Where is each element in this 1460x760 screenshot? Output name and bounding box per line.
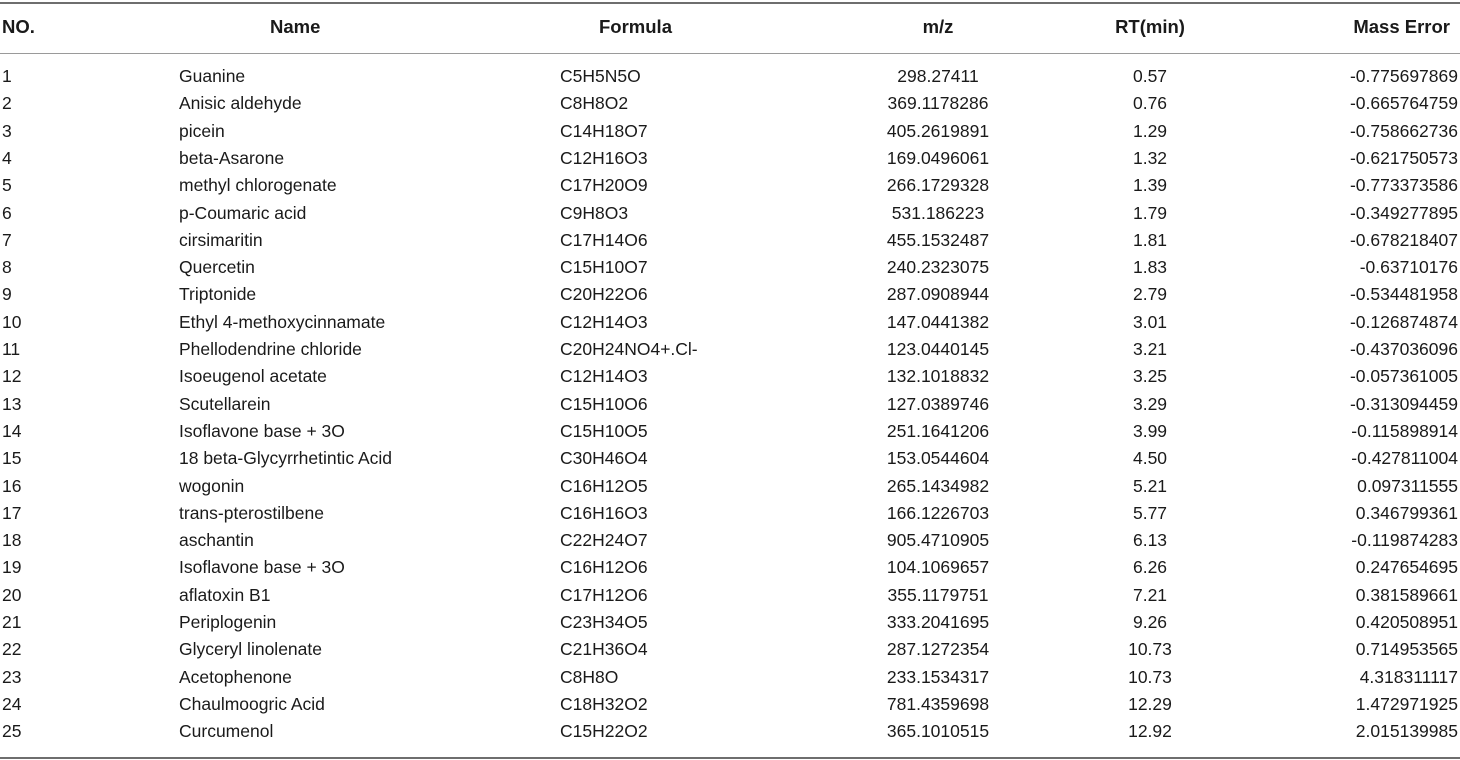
cell-mz: 355.1179751: [887, 584, 989, 605]
cell-formula: C22H24O7: [560, 530, 648, 551]
table-top-rule: [0, 2, 1460, 4]
cell-no: 9: [2, 284, 12, 305]
cell-formula: C5H5N5O: [560, 66, 641, 86]
cell-rt: 1.39: [1132, 175, 1168, 196]
cell-mz: 298.27411: [897, 66, 979, 86]
table-row: [0, 309, 1460, 336]
cell-rt: 9.26: [1132, 612, 1168, 632]
table-row: [0, 691, 1460, 718]
cell-mass-error: 2.015139985: [1355, 721, 1458, 742]
cell-no: 5: [2, 175, 12, 196]
cell-no: 1: [2, 66, 12, 86]
cell-mz: 132.1018832: [886, 366, 990, 387]
cell-mz: 233.1534317: [886, 666, 990, 687]
cell-rt: 1.81: [1132, 229, 1168, 250]
header-formula: Formula: [599, 16, 672, 37]
cell-name: Curcumenol: [179, 721, 274, 742]
cell-mz: 781.4359698: [886, 693, 990, 714]
cell-mz: 147.0441382: [886, 311, 990, 332]
cell-rt: 12.29: [1128, 693, 1172, 714]
table-row: [0, 554, 1460, 581]
cell-no: 3: [2, 120, 12, 141]
cell-mz: 266.1729328: [886, 175, 990, 196]
cell-formula: C15H22O2: [560, 721, 648, 742]
table-row: [0, 527, 1460, 554]
cell-formula: C12H16O3: [560, 147, 648, 168]
cell-mass-error: 0.420508951: [1355, 612, 1458, 632]
table-row: [0, 145, 1460, 172]
table-row: [0, 90, 1460, 117]
cell-name: Ethyl 4-methoxycinnamate: [179, 311, 386, 332]
cell-name: Anisic aldehyde: [179, 93, 302, 114]
cell-name: picein: [179, 120, 225, 141]
cell-formula: C23H34O5: [560, 612, 648, 632]
table-bottom-rule: [0, 757, 1460, 759]
cell-no: 25: [2, 721, 22, 742]
cell-mass-error: -0.349277895: [1349, 202, 1458, 223]
cell-mass-error: -0.678218407: [1349, 229, 1458, 250]
cell-mz: 531.186223: [891, 202, 985, 223]
cell-formula: C20H24NO4+.Cl-: [560, 339, 698, 359]
cell-name: Isoflavone base + 3O: [179, 557, 345, 578]
table-row: [0, 281, 1460, 308]
cell-rt: 1.32: [1132, 147, 1168, 168]
header-rt: RT(min): [1115, 16, 1185, 37]
table-row: [0, 718, 1460, 745]
cell-no: 15: [2, 448, 22, 469]
cell-name: methyl chlorogenate: [179, 175, 337, 196]
cell-rt: 3.99: [1132, 420, 1168, 441]
cell-name: Scutellarein: [179, 393, 271, 414]
cell-mz: 123.0440145: [886, 339, 990, 359]
cell-mz: 153.0544604: [886, 448, 990, 469]
cell-rt: 2.79: [1132, 284, 1168, 305]
cell-rt: 3.29: [1132, 393, 1168, 414]
cell-mass-error: 0.247654695: [1355, 557, 1458, 578]
cell-mass-error: -0.775697869: [1349, 66, 1458, 86]
cell-name: Isoeugenol acetate: [179, 366, 327, 387]
cell-mass-error: -0.758662736: [1349, 120, 1458, 141]
cell-mass-error: 0.346799361: [1355, 502, 1458, 523]
cell-mz: 240.2323075: [886, 257, 990, 278]
cell-rt: 5.21: [1132, 475, 1168, 496]
cell-rt: 1.79: [1132, 202, 1168, 223]
cell-no: 11: [2, 339, 21, 359]
cell-mass-error: -0.437036096: [1349, 339, 1458, 359]
cell-name: Guanine: [179, 66, 246, 86]
cell-rt: 4.50: [1132, 448, 1168, 469]
cell-formula: C18H32O2: [560, 693, 648, 714]
table-row: [0, 363, 1460, 390]
cell-no: 10: [2, 311, 22, 332]
cell-mass-error: -0.115898914: [1351, 420, 1458, 441]
cell-mz: 127.0389746: [886, 393, 990, 414]
cell-formula: C9H8O3: [560, 202, 629, 223]
cell-no: 7: [2, 229, 12, 250]
table-row: [0, 473, 1460, 500]
table-row: [0, 200, 1460, 227]
cell-formula: C8H8O2: [560, 93, 629, 114]
cell-formula: C17H14O6: [560, 229, 648, 250]
cell-formula: C16H12O5: [560, 475, 648, 496]
cell-mz: 405.2619891: [886, 120, 990, 141]
cell-mz: 905.4710905: [886, 530, 990, 551]
cell-name: beta-Asarone: [179, 147, 285, 168]
header-mz: m/z: [922, 16, 954, 37]
cell-name: cirsimaritin: [179, 229, 263, 250]
cell-rt: 5.77: [1132, 502, 1168, 523]
table-row: [0, 391, 1460, 418]
cell-no: 2: [2, 93, 12, 114]
cell-no: 14: [2, 420, 22, 441]
cell-name: aflatoxin B1: [179, 584, 271, 605]
cell-mass-error: -0.665764759: [1349, 93, 1458, 114]
cell-formula: C20H22O6: [560, 284, 648, 305]
cell-formula: C16H12O6: [560, 557, 648, 578]
cell-name: Phellodendrine chloride: [179, 339, 362, 359]
cell-mz: 287.1272354: [886, 639, 990, 660]
table-row: [0, 664, 1460, 691]
cell-mz: 104.1069657: [886, 557, 990, 578]
cell-formula: C16H16O3: [560, 502, 648, 523]
cell-formula: C17H12O6: [560, 584, 648, 605]
cell-no: 8: [2, 257, 12, 278]
cell-rt: 10.73: [1128, 639, 1172, 660]
table-row: [0, 118, 1460, 145]
cell-name: p-Coumaric acid: [179, 202, 307, 223]
cell-no: 13: [2, 393, 22, 414]
cell-mz: 365.1010515: [886, 721, 990, 742]
cell-formula: C12H14O3: [560, 311, 648, 332]
cell-mass-error: 0.097311555: [1357, 475, 1458, 496]
cell-no: 24: [2, 693, 22, 714]
cell-mass-error: -0.057361005: [1349, 366, 1458, 387]
cell-name: Acetophenone: [179, 666, 292, 687]
cell-no: 19: [2, 557, 22, 578]
table-row: [0, 445, 1460, 472]
table-row: [0, 609, 1460, 636]
cell-rt: 0.76: [1132, 93, 1168, 114]
table-row: [0, 500, 1460, 527]
cell-name: trans-pterostilbene: [179, 502, 324, 523]
cell-formula: C30H46O4: [560, 448, 648, 469]
cell-mass-error: 0.381589661: [1355, 584, 1458, 605]
cell-formula: C17H20O9: [560, 175, 648, 196]
cell-rt: 10.73: [1128, 666, 1172, 687]
table-row: [0, 336, 1460, 363]
cell-mz: 333.2041695: [886, 612, 990, 632]
header-mass-error: Mass Error: [1353, 16, 1450, 37]
cell-rt: 1.29: [1132, 120, 1168, 141]
cell-mz: 169.0496061: [886, 147, 990, 168]
cell-formula: C21H36O4: [560, 639, 648, 660]
cell-formula: C14H18O7: [560, 120, 648, 141]
cell-rt: 7.21: [1132, 584, 1168, 605]
cell-rt: 6.13: [1132, 530, 1168, 551]
cell-no: 12: [2, 366, 22, 387]
cell-mz: 455.1532487: [886, 229, 990, 250]
cell-formula: C12H14O3: [560, 366, 648, 387]
cell-no: 6: [2, 202, 12, 223]
cell-no: 17: [2, 502, 22, 523]
cell-formula: C15H10O5: [560, 420, 648, 441]
cell-mass-error: -0.119874283: [1351, 530, 1458, 551]
cell-mz: 166.1226703: [886, 502, 990, 523]
table-row: [0, 582, 1460, 609]
cell-mass-error: -0.313094459: [1349, 393, 1458, 414]
cell-rt: 1.83: [1132, 257, 1168, 278]
cell-name: aschantin: [179, 530, 254, 551]
cell-mz: 369.1178286: [887, 93, 989, 114]
cell-name: Periplogenin: [179, 612, 277, 632]
cell-mass-error: -0.126874874: [1349, 311, 1458, 332]
cell-name: Quercetin: [179, 257, 255, 278]
cell-mass-error: 1.472971925: [1355, 693, 1458, 714]
cell-rt: 0.57: [1132, 66, 1168, 86]
cell-name: 18 beta-Glycyrrhetintic Acid: [179, 448, 393, 469]
cell-mass-error: 0.714953565: [1355, 639, 1458, 660]
cell-mz: 251.1641206: [886, 420, 990, 441]
cell-mz: 287.0908944: [886, 284, 990, 305]
cell-name: Chaulmoogric Acid: [179, 693, 325, 714]
cell-name: Triptonide: [179, 284, 257, 305]
cell-rt: 6.26: [1132, 557, 1168, 578]
cell-rt: 12.92: [1128, 721, 1172, 742]
table-row: [0, 254, 1460, 281]
cell-mass-error: -0.63710176: [1359, 257, 1458, 278]
cell-rt: 3.25: [1132, 366, 1168, 387]
cell-formula: C8H8O: [560, 666, 619, 687]
header-divider: [0, 53, 1460, 54]
cell-mz: 265.1434982: [886, 475, 990, 496]
table-row: [0, 172, 1460, 199]
table-header-row: [0, 9, 1460, 45]
cell-name: wogonin: [179, 475, 245, 496]
table-row: [0, 63, 1460, 90]
cell-no: 4: [2, 147, 12, 168]
cell-no: 18: [2, 530, 22, 551]
header-no: NO.: [2, 16, 35, 37]
cell-mass-error: -0.427811004: [1351, 448, 1458, 469]
cell-no: 22: [2, 639, 22, 660]
cell-name: Glyceryl linolenate: [179, 639, 322, 660]
cell-mass-error: -0.534481958: [1349, 284, 1458, 305]
cell-no: 21: [2, 612, 22, 632]
cell-name: Isoflavone base + 3O: [179, 420, 345, 441]
cell-formula: C15H10O7: [560, 257, 648, 278]
cell-no: 20: [2, 584, 22, 605]
cell-no: 23: [2, 666, 22, 687]
cell-no: 16: [2, 475, 22, 496]
cell-mass-error: 4.318311117: [1359, 666, 1458, 687]
table-row: [0, 227, 1460, 254]
cell-formula: C15H10O6: [560, 393, 648, 414]
table-row: [0, 636, 1460, 663]
cell-mass-error: -0.773373586: [1349, 175, 1458, 196]
cell-rt: 3.01: [1132, 311, 1168, 332]
table-row: [0, 418, 1460, 445]
cell-mass-error: -0.621750573: [1349, 147, 1458, 168]
header-name: Name: [270, 16, 321, 37]
cell-rt: 3.21: [1132, 339, 1168, 359]
